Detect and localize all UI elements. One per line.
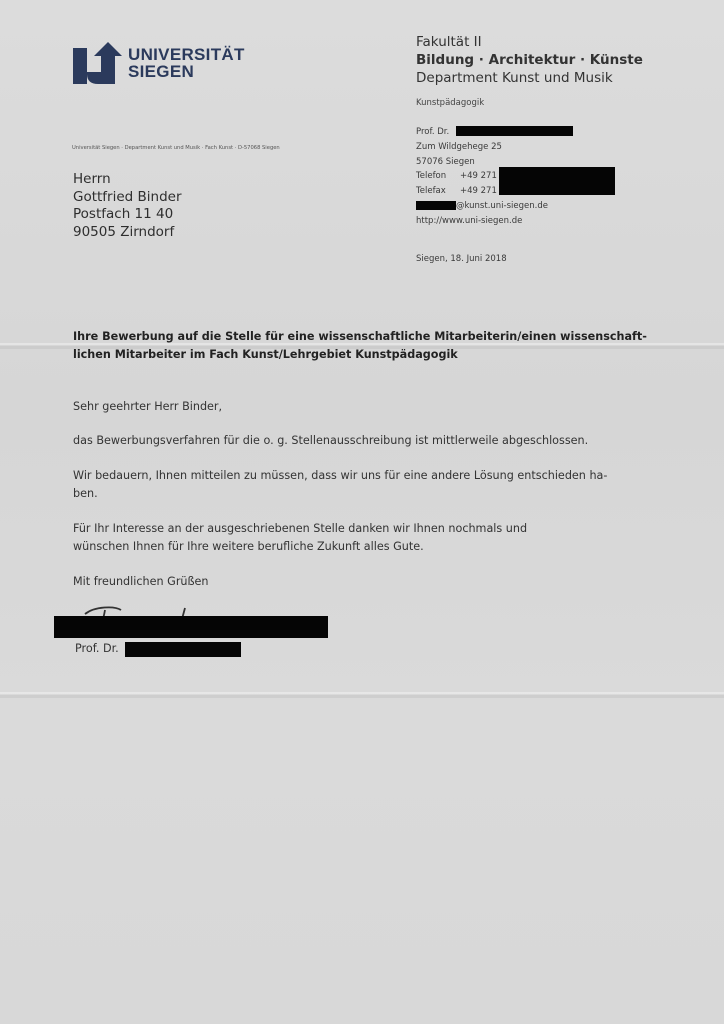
paragraph-3-line2: wünschen Ihnen für Ihre weitere berufliche Zukunft alles Gute. [73, 539, 424, 553]
closing: Mit freundlichen Grüßen [73, 575, 209, 588]
paragraph-2-line2: ben. [73, 486, 98, 500]
university-name-line1: UNIVERSITÄT [128, 45, 245, 64]
redacted-name-bar [456, 126, 573, 136]
redacted-email-bar [416, 201, 456, 210]
contact-block [416, 125, 548, 229]
subject-line1: Ihre Bewerbung auf die Stelle für eine wissenschaftliche Mitarbeiterin/einen wissenschaft- [73, 330, 647, 343]
faculty-block [416, 33, 643, 87]
recipient-name: Gottfried Binder [73, 188, 182, 205]
faculty-line2: Bildung · Architektur · Künste [416, 52, 643, 68]
university-logo [72, 34, 262, 86]
faculty-line3: Department Kunst und Musik [416, 70, 613, 86]
fax-label: Telefax [416, 186, 446, 197]
contact-title-row [416, 125, 548, 140]
university-logo-mark [72, 34, 124, 86]
greeting: Sehr geehrter Herr Binder, [73, 400, 223, 413]
paragraph-2-line1: Wir bedauern, Ihnen mitteilen zu müssen, dass wir uns für eine andere Lösung entschieden ha- [73, 469, 608, 482]
phone-label: Telefon [416, 171, 447, 182]
redacted-fax-bar [499, 181, 615, 195]
recipient-salutation: Herrn [73, 171, 111, 187]
fax-prefix: +49 271 [460, 186, 497, 197]
letter-subject [73, 328, 653, 363]
contact-street: Zum Wildgehege 25 [416, 141, 502, 152]
contact-fax-row [416, 184, 548, 199]
recipient-city: 90505 Zirndorf [73, 223, 175, 240]
department-name: Kunstpädagogik [416, 98, 485, 108]
paper-fold [0, 692, 724, 694]
contact-title: Prof. Dr. [416, 127, 450, 137]
signatory-title: Prof. Dr. [75, 642, 119, 655]
contact-website: http://www.uni-siegen.de [416, 215, 523, 226]
contact-city: 57076 Siegen [416, 156, 475, 167]
subject-line2: lichen Mitarbeiter im Fach Kunst/Lehrgebiet Kunstpädagogik [73, 347, 458, 361]
paper-fold-shadow [0, 695, 724, 698]
university-name-line2: SIEGEN [128, 62, 195, 81]
letter-date: Siegen, 18. Juni 2018 [416, 254, 507, 264]
paragraph-1: das Bewerbungsverfahren für die o. g. Stellenausschreibung ist mittlerweile abgeschlossen. [73, 434, 589, 447]
contact-email-row [416, 199, 548, 214]
paragraph-3 [73, 520, 653, 555]
recipient-postbox: Postfach 11 40 [73, 206, 174, 223]
recipient-address [73, 171, 182, 241]
sender-return-line: Universität Siegen · Department Kunst und Musik · Fach Kunst · D-57068 Siegen [72, 145, 280, 151]
redacted-signature-bar [54, 616, 328, 638]
phone-prefix: +49 271 [460, 171, 497, 182]
signatory-line [75, 642, 119, 655]
redacted-phone-bar [499, 167, 615, 181]
redacted-signatory-name-bar [125, 642, 241, 657]
faculty-line1: Fakultät II [416, 34, 482, 50]
paragraph-2 [73, 467, 653, 502]
university-logo-text [128, 46, 245, 80]
email-domain: @kunst.uni-siegen.de [456, 200, 548, 211]
paragraph-3-line1: Für Ihr Interesse an der ausgeschriebenen Stelle danken wir Ihnen nochmals und [73, 522, 528, 535]
